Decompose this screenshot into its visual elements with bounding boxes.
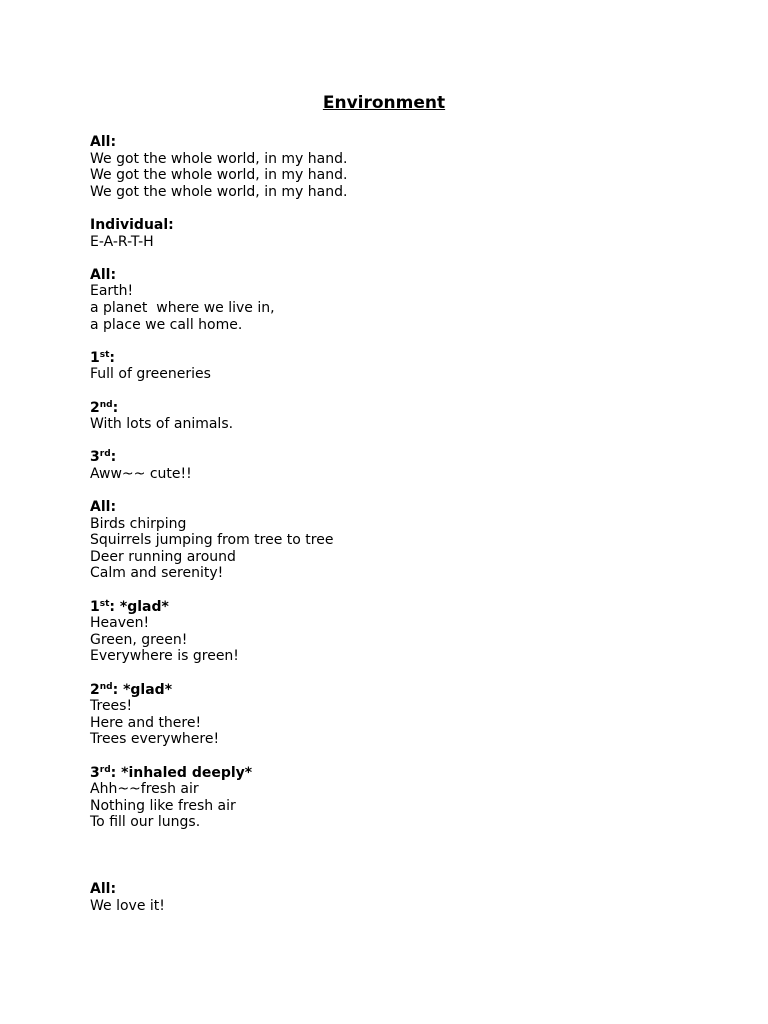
speaker-name: All (90, 134, 111, 150)
verse-line: We got the whole world, in my hand. (90, 183, 348, 200)
verse-line: Trees everywhere! (90, 731, 220, 748)
stanza (90, 400, 690, 433)
verse-line: Ahh~~fresh air (90, 781, 199, 798)
speaker-label: 2nd: *glad* (90, 681, 173, 698)
speaker-name: 1 (90, 598, 100, 615)
speaker-label: 1st: (90, 349, 116, 366)
speaker-ordinal-suffix: rd (99, 764, 111, 775)
speaker-label: All: (90, 499, 117, 516)
stanza (90, 134, 690, 200)
speaker-name: All (90, 266, 111, 283)
verse-line: Calm and serenity! (90, 565, 224, 582)
speaker-label: 3rd: *inhaled deeply* (90, 764, 253, 781)
verse-line: To fill our lungs. (90, 814, 201, 831)
document-title: Environment (322, 93, 446, 113)
speaker-ordinal-suffix: st (99, 598, 110, 609)
speaker-label: All: (90, 134, 117, 150)
verse-line: Aww~~ cute!! (90, 465, 192, 482)
stanza (90, 267, 690, 333)
speaker-name: 2 (90, 681, 100, 698)
verse-line: We love it! (90, 897, 165, 914)
speaker-name: 1 (90, 349, 100, 366)
speaker-label: 1st: *glad* (90, 598, 169, 615)
verse-line: We got the whole world, in my hand. (90, 150, 348, 167)
speaker-name: Individual (90, 216, 169, 233)
stanza (90, 682, 690, 748)
verse-line: Nothing like fresh air (90, 797, 236, 814)
verse-line: We got the whole world, in my hand. (90, 167, 348, 184)
verse-line: Everywhere is green! (90, 648, 239, 665)
verse-line: Deer running around (90, 548, 236, 565)
stanza (90, 449, 690, 482)
stage-direction: *inhaled deeply* (121, 764, 253, 781)
verse-line: Full of greeneries (90, 366, 211, 383)
verse-line: With lots of animals. (90, 416, 234, 433)
speaker-label: 2nd: (90, 399, 119, 416)
verse-line: Birds chirping (90, 515, 187, 532)
speaker-label: Individual: (90, 216, 174, 233)
speaker-name: 3 (90, 449, 100, 466)
stanza (90, 599, 690, 665)
stanza (90, 350, 690, 383)
verse-line: Green, green! (90, 631, 188, 648)
verse-line: Here and there! (90, 714, 202, 731)
speaker-label: All: (90, 266, 117, 283)
speaker-name: All (90, 499, 111, 516)
speaker-ordinal-suffix: nd (99, 681, 113, 692)
speaker-name: All (90, 880, 111, 897)
speaker-ordinal-suffix: nd (99, 399, 113, 410)
document-body (90, 134, 690, 931)
speaker-ordinal-suffix: st (99, 349, 110, 360)
speaker-label: 3rd: (90, 449, 117, 466)
speaker-name: 3 (90, 764, 100, 781)
stanza (90, 217, 690, 250)
verse-line: Trees! (90, 698, 133, 715)
stanza (90, 765, 690, 831)
stage-direction: *glad* (123, 681, 173, 698)
verse-line: Heaven! (90, 615, 150, 632)
speaker-name: 2 (90, 399, 100, 416)
verse-line: Squirrels jumping from tree to tree (90, 532, 334, 549)
speaker-label: All: (90, 880, 117, 897)
stage-direction: *glad* (119, 598, 169, 615)
verse-line: E-A-R-T-H (90, 233, 154, 250)
verse-line: a planet where we live in, (90, 299, 275, 316)
speaker-ordinal-suffix: rd (99, 449, 111, 460)
verse-line: a place we call home. (90, 316, 243, 333)
verse-line: Earth! (90, 283, 134, 300)
stanza (90, 499, 690, 582)
stanza (90, 881, 690, 914)
